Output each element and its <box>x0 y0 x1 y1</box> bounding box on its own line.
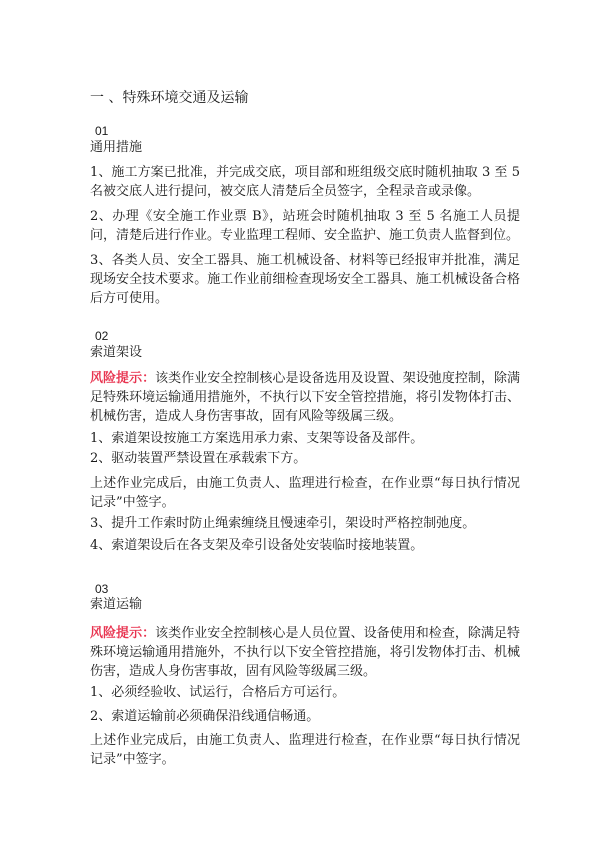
page-title: 一 、特殊环境交通及运输 <box>90 90 249 106</box>
risk-label: 风险提示： <box>90 371 156 386</box>
risk-paragraph <box>90 369 520 426</box>
section-number: 01 <box>95 124 109 138</box>
paragraph: 1、施工方案已批准，并完成交底，项目部和班组级交底时随机抽取 3 至 5 名被交底人进行提问，被交底人清楚后全员签字，全程录音或录像。 <box>90 165 520 199</box>
paragraph: 上述作业完成后，由施工负责人、监理进行检查，在作业票“每日执行情况记录”中签字。 <box>90 476 520 510</box>
risk-text: 该类作业安全控制核心是人员位置、设备使用和检查，除满足特殊环境运输通用措施外，不执行以下安全管控措施，将引发物体打击、机械伤害，造成人身伤害事故，固有风险等级属三级。 <box>90 626 520 679</box>
section-title: 索道架设 <box>90 345 143 360</box>
paragraph: 上述作业完成后，由施工负责人、监理进行检查，在作业票“每日执行情况记录”中签字。 <box>90 733 520 767</box>
paragraph: 3、提升工作索时防止绳索缠绕且慢速牵引，架设时严格控制弛度。 <box>90 516 476 531</box>
paragraph: 4、索道架设后在各支架及牵引设备处安装临时接地装置。 <box>90 538 424 553</box>
risk-label: 风险提示： <box>90 626 156 641</box>
paragraph: 3、各类人员、安全工器具、施工机械设备、材料等已经报审并批准，满足现场安全技术要求。施工作业前细检查现场安全工器具、施工机械设备合格后方可使用。 <box>90 253 520 306</box>
section-title: 通用措施 <box>90 140 143 155</box>
section-number: 02 <box>95 329 109 343</box>
paragraph: 1、必须经验收、试运行，合格后方可运行。 <box>90 685 346 700</box>
paragraph: 2、索道运输前必须确保沿线通信畅通。 <box>90 709 320 724</box>
paragraph: 2、办理《安全施工作业票 B》，站班会时随机抽取 3 至 5 名施工人员提问，清楚后进行作业。专业监理工程师、安全监护、施工负责人监督到位。 <box>90 209 520 243</box>
paragraph: 2、驱动装置严禁设置在承载索下方。 <box>90 451 307 466</box>
section-title: 索道运输 <box>90 597 143 612</box>
risk-paragraph <box>90 624 520 681</box>
section-number: 03 <box>95 582 109 596</box>
risk-text: 该类作业安全控制核心是设备选用及设置、架设弛度控制，除满足特殊环境运输通用措施外，不执行以下安全管控措施，将引发物体打击、机械伤害，造成人身伤害事故，固有风险等级属三级。 <box>90 371 520 424</box>
paragraph: 1、索道架设按施工方案选用承力索、支架等设备及部件。 <box>90 431 424 446</box>
